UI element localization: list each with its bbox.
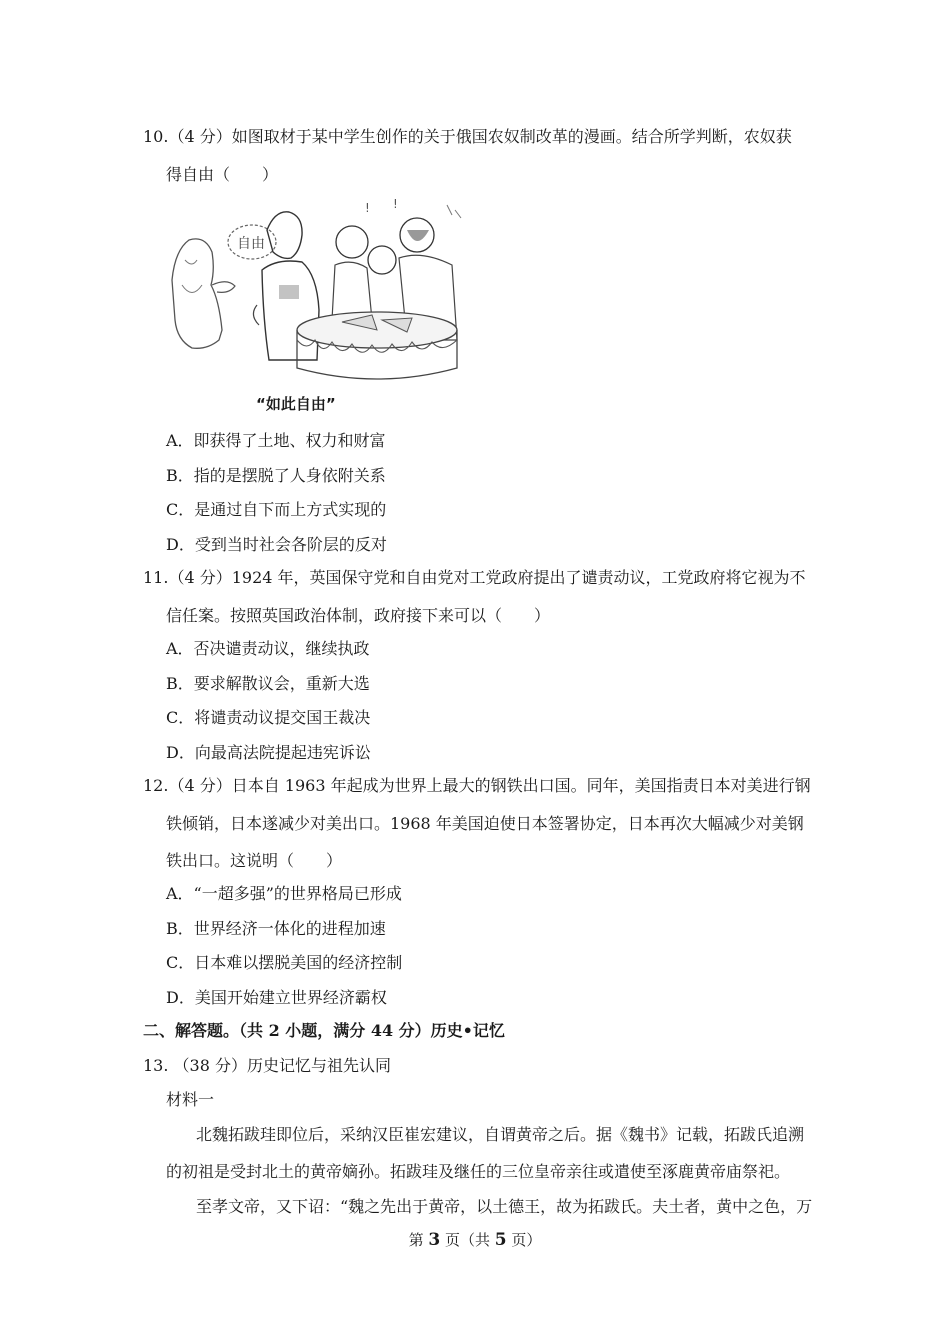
q12-option-a[interactable]: A．“一超多强”的世界格局已形成	[166, 884, 402, 903]
q11-option-c[interactable]: C．将谴责动议提交国王裁决	[166, 708, 371, 727]
q11-option-d[interactable]: D．向最高法院提起违宪诉讼	[166, 743, 371, 762]
footer-page-number: 3	[428, 1230, 441, 1250]
page-footer	[0, 1229, 950, 1250]
q13-paragraph-line2: 的初祖是受封北土的黄帝嫡孙。拓跋珪及继任的三位皇帝亲往或遣使至涿鹿黄帝庙祭祀。	[166, 1162, 791, 1181]
serf-reform-cartoon	[167, 190, 467, 385]
q11-option-a[interactable]: A．否决谴责动议，继续执政	[166, 639, 370, 658]
q10-option-c[interactable]: C．是通过自下而上方式实现的	[166, 500, 387, 519]
q10-option-a[interactable]: A．即获得了土地、权力和财富	[166, 431, 386, 450]
footer-prefix: 第	[408, 1231, 429, 1249]
q10-option-d[interactable]: D．受到当时社会各阶层的反对	[166, 535, 387, 554]
svg-text:!: !	[393, 197, 398, 211]
q10-stem-line1: 10.（4 分）如图取材于某中学生创作的关于俄国农奴制改革的漫画。结合所学判断，农奴获	[143, 127, 792, 146]
q12-option-c[interactable]: C．日本难以摆脱美国的经济控制	[166, 953, 403, 972]
section-heading: 二、解答题。（共 2 小题，满分 44 分）历史•记忆	[143, 1021, 505, 1040]
q11-stem-line2: 信任案。按照英国政治体制，政府接下来可以（ ）	[166, 606, 551, 625]
q10-option-b[interactable]: B．指的是摆脱了人身依附关系	[166, 466, 386, 485]
q12-stem-line3: 铁出口。这说明（ ）	[166, 851, 343, 870]
q11-stem-line1: 11.（4 分）1924 年，英国保守党和自由党对工党政府提出了谴责动议，工党政府将它视为不	[143, 568, 806, 587]
q12-option-d[interactable]: D．美国开始建立世界经济霸权	[166, 988, 387, 1007]
q13-material-label: 材料一	[166, 1090, 215, 1109]
footer-total-pages: 5	[494, 1230, 507, 1250]
q12-option-b[interactable]: B．世界经济一体化的进程加速	[166, 919, 386, 938]
q12-stem-line1: 12.（4 分）日本自 1963 年起成为世界上最大的钢铁出口国。同年，美国指责日本对美进行钢	[143, 776, 811, 795]
footer-middle: 页（共	[440, 1231, 495, 1249]
q11-option-b[interactable]: B．要求解散议会，重新大选	[166, 674, 370, 693]
svg-text:!: !	[365, 201, 370, 215]
q13-paragraph-line1: 北魏拓跋珪即位后，采纳汉臣崔宏建议，自谓黄帝之后。据《魏书》记载，拓跋氏追溯	[196, 1125, 805, 1144]
cartoon-caption: “如此自由”	[256, 395, 336, 413]
q13-title: 13. （38 分）历史记忆与祖先认同	[143, 1056, 391, 1075]
q10-stem-line2: 得自由（ ）	[166, 165, 279, 184]
q13-paragraph-line3: 至孝文帝，又下诏：“魏之先出于黄帝，以土德王，故为拓跋氏。夫土者，黄中之色，万	[196, 1197, 813, 1216]
footer-suffix: 页）	[506, 1231, 542, 1249]
bubble-text: 自由	[237, 236, 265, 252]
q12-stem-line2: 铁倾销，日本遂减少对美出口。1968 年美国迫使日本签署协定，日本再次大幅减少对美钢	[166, 814, 804, 833]
